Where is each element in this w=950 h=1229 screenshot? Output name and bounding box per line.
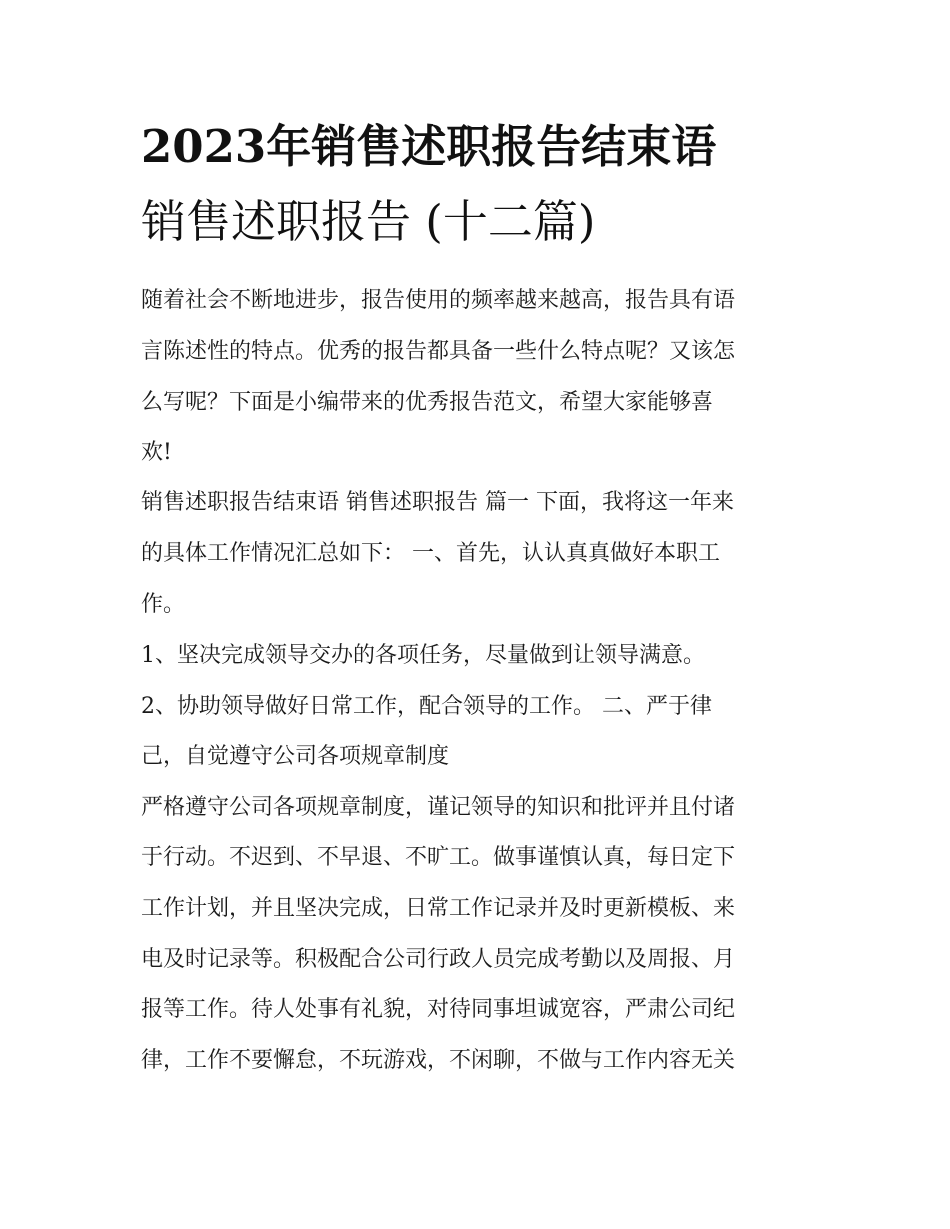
body-line: 报等工作。待人处事有礼貌，对待同事坦诚宽容，严肃公司纪 (141, 997, 736, 1022)
body-line: 随着社会不断地进步，报告使用的频率越来越高，报告具有语 (141, 288, 736, 313)
body-line: 销售述职报告结束语 销售述职报告 篇一 下面，我将这一年来 (141, 490, 734, 515)
body-line: 电及时记录等。积极配合公司行政人员完成考勤以及周报、月 (141, 947, 736, 972)
body-line: 1、坚决完成领导交办的各项任务，尽量做到让领导满意。 (141, 643, 705, 668)
body-line: 作。 (141, 592, 186, 617)
body-line: 2、协助领导做好日常工作，配合领导的工作。 二、严于律 (141, 694, 712, 719)
body-line: 己，自觉遵守公司各项规章制度 (141, 744, 450, 769)
document-subtitle: 销售述职报告 (十二篇) (141, 195, 596, 248)
body-line: 的具体工作情况汇总如下： 一、首先，认认真真做好本职工 (141, 541, 720, 566)
body-line: 于行动。不迟到、不早退、不旷工。做事谨慎认真，每日定下 (141, 845, 736, 870)
document-title: 2023年销售述职报告结束语 (141, 120, 717, 173)
body-line: 欢! (141, 440, 172, 465)
body-line: 严格遵守公司各项规章制度，谨记领导的知识和批评并且付诸 (141, 795, 736, 820)
body-line: 言陈述性的特点。优秀的报告都具备一些什么特点呢？又该怎 (141, 339, 736, 364)
body-line: 律，工作不要懈怠，不玩游戏，不闲聊，不做与工作内容无关 (141, 1048, 736, 1073)
body-line: 工作计划，并且坚决完成，日常工作记录并及时更新模板、来 (141, 896, 736, 921)
body-line: 么写呢？下面是小编带来的优秀报告范文，希望大家能够喜 (141, 390, 714, 415)
